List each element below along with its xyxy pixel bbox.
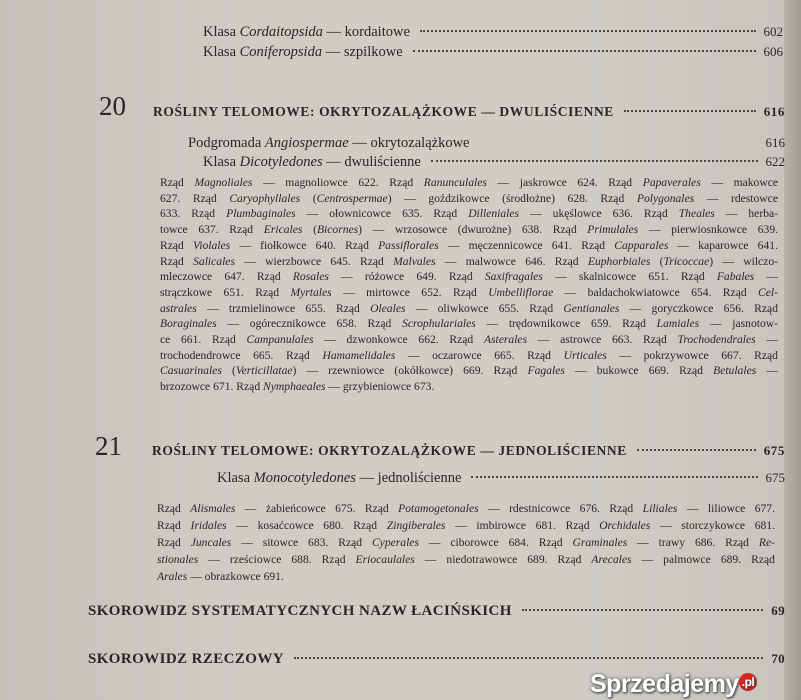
page-number: 606 — [763, 44, 783, 59]
text-segment: — — [756, 364, 778, 378]
latin-name: Magnoliales — [194, 176, 253, 189]
text-segment: Podgromada — [188, 135, 265, 151]
latin-name: Capparales — [614, 238, 669, 252]
paragraph-line — [160, 316, 778, 332]
text-segment: Rząd — [157, 502, 191, 515]
text-segment: Klasa — [203, 44, 240, 60]
latin-name: Alismales — [190, 502, 236, 515]
text-segment: — oliwkowce 655. Rząd — [405, 301, 564, 315]
text-segment: — astrowce 663. Rząd — [527, 333, 678, 347]
latin-name: Urticales — [563, 348, 607, 362]
chapter-title-20 — [153, 104, 785, 120]
latin-name: Salicales — [193, 254, 235, 268]
text-segment: ( — [302, 223, 317, 237]
paragraph-line — [160, 285, 778, 301]
text-segment: — goryczkowce 656. Rząd — [619, 301, 778, 315]
text-segment: — jaskrowce 624. Rząd — [486, 176, 643, 189]
text-segment: — grzybieniowce 673. — [325, 380, 435, 394]
text-segment: — herba- — [714, 207, 778, 221]
page-number: 675 — [765, 470, 785, 485]
entry-label — [217, 470, 461, 487]
latin-name: Verticillatae — [235, 364, 293, 378]
latin-name: Scrophulariales — [402, 317, 476, 331]
orders-paragraph-dicots — [160, 175, 778, 395]
text-segment: — ukęślowce 636. Rząd — [519, 207, 679, 221]
latin-name: stionales — [157, 553, 199, 566]
latin-name: Tricoccae — [663, 254, 710, 268]
text-segment: — mirtowce 652. Rząd — [331, 285, 489, 299]
text-segment: — makowce — [700, 176, 778, 189]
paragraph-line — [160, 332, 778, 348]
text-segment: — baldachokwiatowce 654. Rząd — [553, 285, 759, 299]
entry-label — [203, 44, 403, 61]
page-edge — [784, 0, 801, 700]
text-segment: — obrazkowce 691. — [187, 570, 284, 583]
dot-leader — [471, 476, 757, 478]
latin-name: Centrospermae — [316, 191, 388, 205]
paragraph-line — [160, 269, 778, 285]
index-title: SKOROWIDZ RZECZOWY — [88, 651, 284, 667]
latin-name: Saxifragales — [484, 270, 543, 284]
latin-name: Dilleniales — [468, 207, 520, 221]
text-segment: — jednoliścienne — [355, 470, 462, 486]
text-segment: Rząd — [157, 536, 191, 549]
page-number: 602 — [763, 24, 783, 39]
text-segment: — kaparowce 641. — [668, 238, 778, 252]
text-segment: strączkowe 651. Rząd — [160, 285, 291, 299]
latin-name: Passiflorales — [378, 238, 439, 252]
latin-name: Polygonales — [636, 191, 695, 205]
page-number: 616 — [763, 104, 785, 119]
paragraph-line — [160, 222, 778, 238]
text-segment: ) — wrzosowce (dwurożne) 638. Rząd — [358, 223, 588, 237]
latin-name: Eriocaulales — [355, 553, 415, 566]
latin-name: Lamiales — [656, 317, 700, 331]
paragraph-line — [160, 348, 778, 364]
watermark-suffix: .pl — [739, 673, 758, 691]
index-subject — [88, 651, 785, 668]
text-segment: — wierzbowce 645. Rząd — [234, 254, 394, 268]
latin-name: Ericales — [263, 223, 303, 237]
text-segment: trochodendrowce 665. Rząd — [160, 348, 323, 362]
text-segment: — fiołkowce 640. Rząd — [230, 238, 379, 252]
text-segment: ( — [300, 191, 317, 205]
latin-name: Iridales — [190, 519, 227, 532]
text-segment: — trzmielinowce 655. Rząd — [196, 301, 371, 315]
latin-name: Rosales — [292, 270, 329, 284]
text-segment: — różowce 649. Rząd — [328, 270, 485, 284]
text-segment: — trawy 686. Rząd — [627, 536, 759, 549]
latin-name: Hamamelidales — [322, 348, 396, 362]
index-latin-names — [88, 603, 785, 620]
paragraph-line — [160, 301, 778, 317]
chapter-title: ROŚLINY TELOMOWE: OKRYTOZALĄŻKOWE — JEDNOLIŚCIENNE — [152, 443, 627, 458]
text-segment: mleczowce 647. Rząd — [160, 270, 293, 284]
latin-name: Orchidales — [599, 519, 651, 532]
entry-label — [203, 24, 410, 41]
latin-name: Cordaitopsida — [239, 24, 323, 40]
latin-name: Papaverales — [642, 176, 701, 189]
toc-entry-dicotyledones — [203, 154, 785, 171]
paragraph-line — [157, 500, 775, 517]
latin-name: Boraginales — [160, 317, 217, 331]
text-segment: — sitowce 683. Rząd — [231, 536, 372, 549]
text-segment: — — [754, 270, 778, 284]
latin-name: Myrtales — [290, 285, 332, 299]
dot-leader — [522, 609, 763, 611]
page-number: 675 — [763, 443, 785, 458]
paragraph-line — [160, 254, 778, 270]
text-segment: — ciborowce 684. Rząd — [418, 536, 573, 549]
text-segment: — storczykowce 681. — [650, 519, 775, 532]
text-segment: ( — [650, 254, 664, 268]
text-segment: — rześciowce 688. Rząd — [198, 553, 356, 566]
latin-name: Coniferopsida — [239, 44, 323, 60]
text-segment: brzozowce 671. Rząd — [160, 380, 264, 394]
text-segment: ) — wilczo- — [709, 254, 778, 268]
text-segment: ( — [221, 364, 236, 378]
text-segment: — malwowce 646. Rząd — [435, 254, 588, 268]
latin-name: Arales — [157, 570, 188, 583]
latin-name: Zingiberales — [386, 519, 446, 532]
paragraph-line — [160, 191, 778, 207]
text-segment: — kosaćcowce 680. Rząd — [226, 519, 387, 532]
latin-name: Plumbaginales — [226, 207, 296, 221]
latin-name: Ranunculales — [423, 176, 487, 189]
text-segment: Klasa — [203, 24, 240, 40]
latin-name: Malvales — [393, 254, 436, 268]
latin-name: Casuarinales — [160, 364, 222, 378]
text-segment: — rdestnicowce 676. Rząd — [478, 502, 643, 515]
latin-name: Fagales — [527, 364, 565, 378]
text-segment: towce 637. Rząd — [160, 223, 264, 237]
paragraph-line — [157, 534, 775, 551]
latin-name: Bicornes — [316, 223, 359, 237]
text-segment: — — [755, 333, 778, 347]
chapter-number: 20 — [99, 91, 126, 121]
toc-entry-cordaitopsida — [203, 24, 783, 41]
latin-name: Primulales — [587, 223, 639, 237]
latin-name: Arecales — [591, 553, 632, 566]
text-segment: Klasa — [217, 470, 254, 486]
page-number: 616 — [765, 135, 785, 150]
text-segment: — niedotrawowce 689. Rząd — [414, 553, 592, 566]
text-segment: — trędownikowce 659. Rząd — [475, 317, 657, 331]
latin-name: Juncales — [190, 536, 232, 549]
toc-entry-monocotyledones — [217, 470, 785, 487]
latin-name: Euphorbiales — [587, 254, 651, 268]
index-title: SKOROWIDZ SYSTEMATYCZNYCH NAZW ŁACIŃSKICH — [88, 603, 512, 619]
text-segment: Rząd — [160, 254, 194, 268]
dot-leader — [637, 449, 756, 451]
latin-name: Betulales — [713, 364, 757, 378]
text-segment: — oczarowce 665. Rząd — [395, 348, 564, 362]
text-segment: — szpilkowe — [322, 44, 403, 60]
latin-name: Dicotyledones — [239, 154, 323, 170]
latin-name: Theales — [678, 207, 715, 221]
latin-name: Monocotyledones — [253, 470, 356, 486]
text-segment: — pierwiosnkowce 639. — [638, 223, 779, 237]
text-segment: ) — rzewniowce (okółkowce) 669. Rząd — [292, 364, 528, 378]
latin-name: Fabales — [716, 270, 755, 284]
text-segment: — dwuliścienne — [322, 154, 421, 170]
text-segment: 627. Rząd — [160, 191, 230, 205]
text-segment: — bukowce 669. Rząd — [564, 364, 714, 378]
chapter-title-21 — [152, 443, 785, 459]
watermark-logo — [590, 670, 757, 698]
paragraph-line — [157, 551, 775, 568]
paragraph-line — [160, 175, 778, 191]
chapter-title: ROŚLINY TELOMOWE: OKRYTOZALĄŻKOWE — DWULIŚCIENNE — [153, 104, 614, 119]
page-number: 622 — [765, 154, 785, 169]
toc-entry-coniferopsida — [203, 44, 783, 61]
text-segment: Rząd — [157, 519, 191, 532]
text-segment: Klasa — [203, 154, 240, 170]
latin-name: Gentianales — [563, 301, 620, 315]
entry-label — [203, 154, 421, 171]
dot-leader — [624, 110, 756, 112]
text-segment: ) — goździkowce (środłożne) 628. Rząd — [387, 191, 637, 205]
text-segment: — liliowce 677. — [677, 502, 775, 515]
text-segment: — ołownicowce 635. Rząd — [295, 207, 469, 221]
text-segment: — imbirowce 681. Rząd — [445, 519, 600, 532]
latin-name: Potamogetonales — [398, 502, 479, 515]
latin-name: Caryophyllales — [229, 191, 301, 205]
latin-name: Liliales — [642, 502, 678, 515]
dot-leader — [413, 50, 756, 52]
text-segment: ce 661. Rząd — [160, 333, 247, 347]
orders-paragraph-monocots — [157, 500, 775, 585]
dot-leader — [294, 657, 763, 659]
paragraph-line — [160, 238, 778, 254]
dot-leader — [431, 160, 758, 162]
text-segment: — jasnotow- — [699, 317, 779, 331]
latin-name: Nymphaeales — [263, 380, 326, 394]
latin-name: Umbelliflorae — [488, 285, 554, 299]
text-segment: — żabieńcowce 675. Rząd — [235, 502, 399, 515]
latin-name: Campanulales — [246, 333, 314, 347]
latin-name: Trochodendrales — [677, 333, 756, 347]
latin-name: Re- — [758, 536, 775, 549]
text-segment: — okrytozalążkowe — [348, 135, 470, 151]
paragraph-line — [160, 379, 778, 395]
text-segment: — męczennicowce 641. Rząd — [438, 238, 615, 252]
latin-name: Violales — [193, 238, 231, 252]
text-segment: — rdestowce — [694, 191, 778, 205]
text-segment: — ogórecznikowce 658. Rząd — [216, 317, 403, 331]
paragraph-line — [160, 363, 778, 379]
paragraph-line — [160, 206, 778, 222]
latin-name: Graminales — [572, 536, 628, 549]
latin-name: Cel- — [758, 285, 779, 299]
page-number: 69 — [771, 603, 785, 618]
latin-name: Oleales — [370, 301, 406, 315]
dot-leader — [420, 30, 756, 32]
text-segment: — kordaitowe — [322, 24, 410, 40]
text-segment: — palmowce 689. Rząd — [631, 553, 775, 566]
latin-name: astrales — [160, 301, 197, 315]
text-segment: — dzwonkowce 662. Rząd — [313, 333, 484, 347]
toc-entry-angiospermae — [188, 135, 785, 152]
chapter-number: 21 — [95, 431, 122, 461]
text-segment: — skalnicowce 651. Rząd — [542, 270, 717, 284]
paragraph-line — [157, 568, 775, 585]
text-segment: Rząd — [160, 176, 195, 189]
watermark-text: Sprzedajemy — [590, 670, 739, 698]
text-segment: — pokrzywowce 667. Rząd — [606, 348, 778, 362]
entry-label — [188, 135, 469, 152]
latin-name: Cyperales — [371, 536, 419, 549]
text-segment: 633. Rząd — [160, 207, 227, 221]
text-segment: — magnoliowce 622. Rząd — [252, 176, 424, 189]
latin-name: Angiospermae — [264, 135, 349, 151]
page-number: 70 — [771, 651, 785, 666]
text-segment: Rząd — [160, 238, 193, 252]
latin-name: Asterales — [483, 333, 528, 347]
paragraph-line — [157, 517, 775, 534]
